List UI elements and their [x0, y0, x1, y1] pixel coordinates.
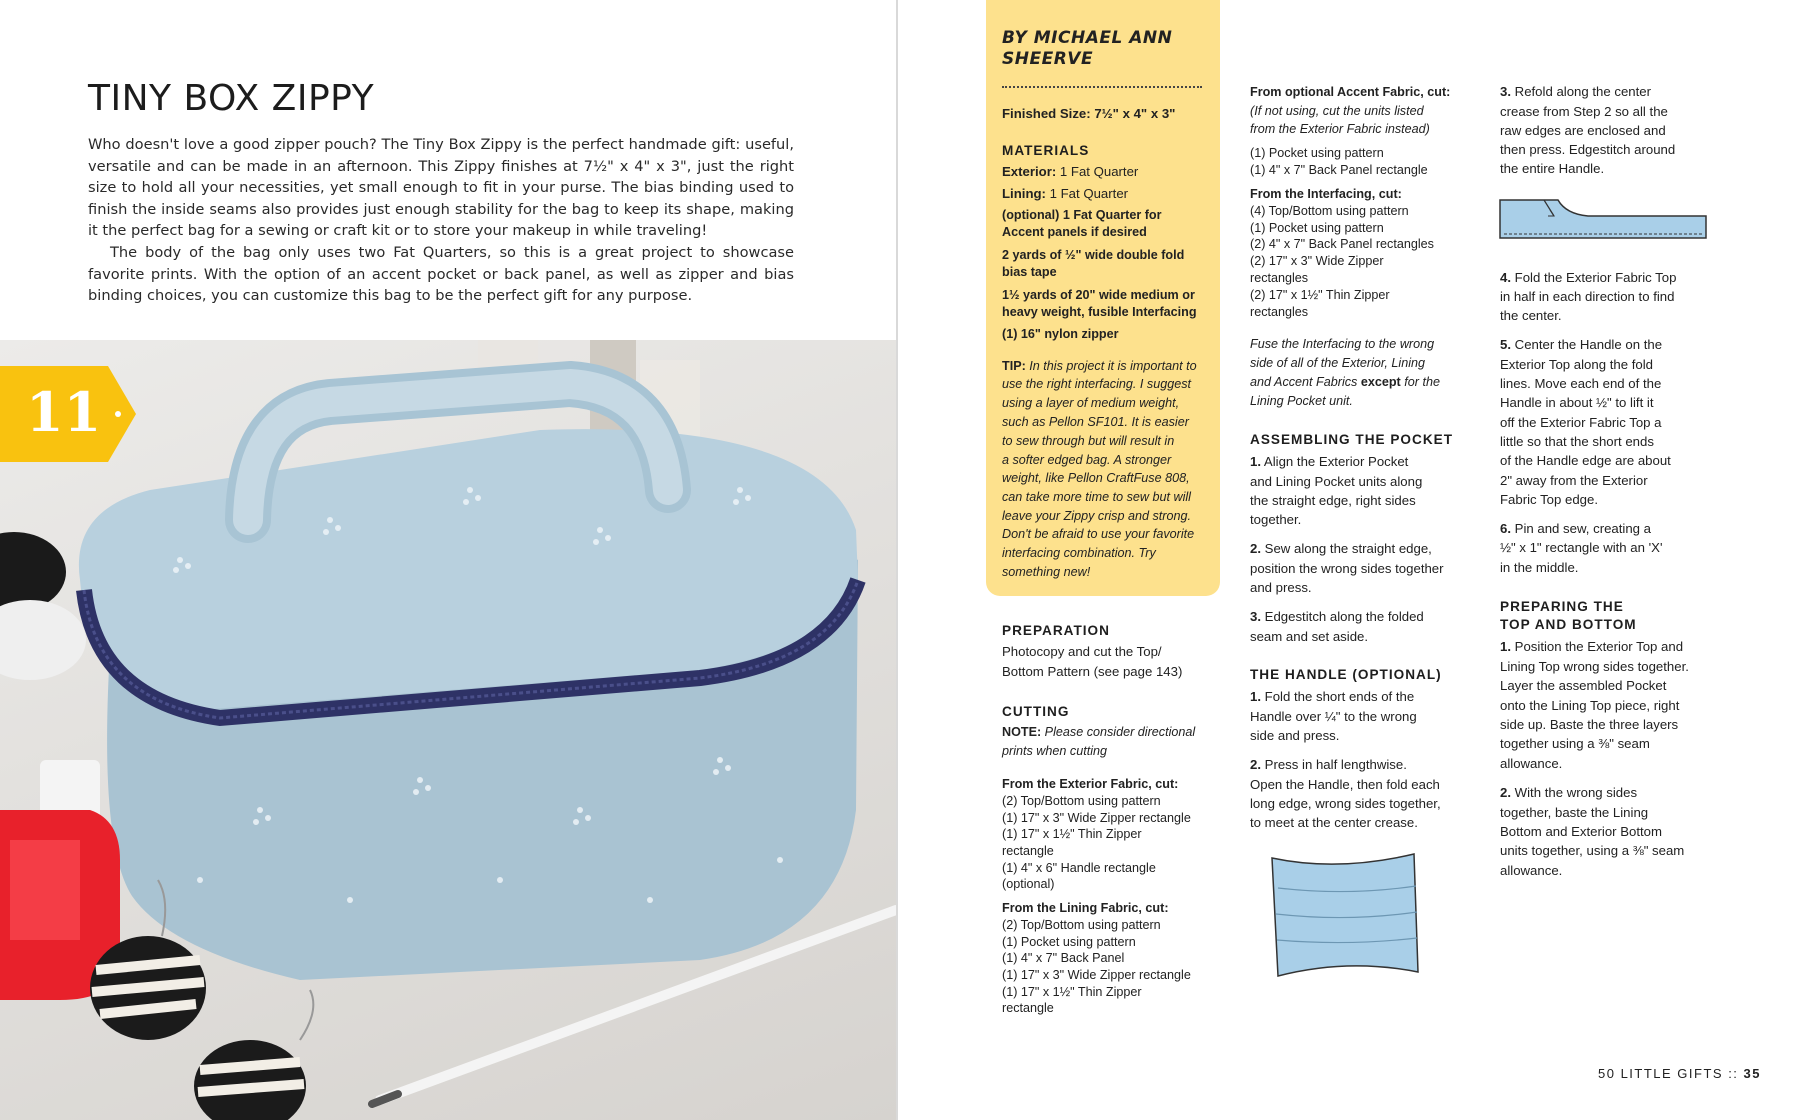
- accent-heading: From optional Accent Fabric, cut:: [1250, 85, 1451, 99]
- material-bias-2: bias tape: [1002, 265, 1057, 279]
- tip-line-10: Don't be afraid to use your favorite: [1002, 527, 1195, 541]
- lining-item-3: (1) 4" x 7" Back Panel: [1002, 951, 1125, 965]
- author-byline: BY MICHAEL ANN SHEERVE: [1002, 28, 1173, 69]
- intro-text: [88, 134, 794, 307]
- prep-step-2-line-1: 2. With the wrong sides: [1500, 785, 1638, 800]
- pocket-step-3-line-2: seam and set aside.: [1250, 629, 1369, 644]
- interfacing-item-1: (4) Top/Bottom using pattern: [1250, 204, 1409, 218]
- materials-heading: MATERIALS: [1002, 143, 1090, 158]
- fuse-line-1: Fuse the Interfacing to the wrong: [1250, 337, 1435, 351]
- cutting-heading: CUTTING: [1002, 704, 1070, 719]
- preparation-line-1: Photocopy and cut the Top/: [1002, 644, 1162, 659]
- c3-step-3-line-1: 3. Refold along the center: [1500, 84, 1652, 99]
- pocket-step-1-line-3: the straight edge, right sides: [1250, 493, 1416, 508]
- exterior-item-5: (1) 4" x 6" Handle rectangle: [1002, 861, 1156, 875]
- prep-step-2-line-5: allowance.: [1500, 863, 1563, 878]
- pocket-step-3-line-1: 3. Edgestitch along the folded: [1250, 609, 1424, 624]
- c3-step-4-line-2: in half in each direction to find: [1500, 289, 1675, 304]
- c3-step-3-line-3: raw edges are enclosed and: [1500, 123, 1666, 138]
- material-lining: Lining: 1 Fat Quarter: [1002, 186, 1129, 201]
- lining-item-1: (2) Top/Bottom using pattern: [1002, 918, 1161, 932]
- exterior-item-1: (2) Top/Bottom using pattern: [1002, 794, 1161, 808]
- handle-step-1-line-3: side and press.: [1250, 728, 1340, 743]
- prep-step-1-line-6: together using a ⅜" seam: [1500, 736, 1650, 751]
- pocket-step-1-line-4: together.: [1250, 512, 1302, 527]
- cutting-note-1: NOTE: Please consider directional: [1002, 725, 1196, 739]
- c3-step-5-line-6: little so that the short ends: [1500, 434, 1654, 449]
- interfacing-item-6: (2) 17" x 1½" Thin Zipper: [1250, 288, 1390, 302]
- accent-item-2: (1) 4" x 7" Back Panel rectangle: [1250, 163, 1428, 177]
- tip-line-4: such as Pellon SF101. It is easier: [1002, 415, 1189, 429]
- exterior-item-3: (1) 17" x 1½" Thin Zipper: [1002, 827, 1142, 841]
- page-footer: [1598, 1066, 1761, 1081]
- page-number: 35: [1743, 1066, 1762, 1081]
- pocket-step-2-line-1: 2. Sew along the straight edge,: [1250, 541, 1432, 556]
- exterior-item-2: (1) 17" x 3" Wide Zipper rectangle: [1002, 811, 1191, 825]
- dotted-divider: [1002, 86, 1202, 88]
- handle-step-1-line-2: Handle over ¼" to the wrong: [1250, 709, 1417, 724]
- c3-step-6-line-2: ½" x 1" rectangle with an 'X': [1500, 540, 1663, 555]
- c3-step-5-line-2: Exterior Top along the fold: [1500, 357, 1653, 372]
- jar-lid: [0, 532, 66, 612]
- pocket-step-2-line-3: and press.: [1250, 580, 1312, 595]
- tip-line-8: can take more time to sew but will: [1002, 490, 1191, 504]
- tip-line-12: something new!: [1002, 565, 1091, 579]
- material-interfacing-1: 1½ yards of 20" wide medium or: [1002, 288, 1195, 302]
- c3-step-4-line-3: the center.: [1500, 308, 1562, 323]
- handle-heading: THE HANDLE (OPTIONAL): [1250, 667, 1442, 682]
- fuse-line-2: side of all of the Exterior, Lining: [1250, 356, 1426, 370]
- finished-size: Finished Size: 7½" x 4" x 3": [1002, 106, 1176, 121]
- interfacing-item-3: (2) 4" x 7" Back Panel rectangles: [1250, 237, 1434, 251]
- prep-step-1-line-3: Layer the assembled Pocket: [1500, 678, 1667, 693]
- project-number: 11: [26, 380, 102, 444]
- material-bias-1: 2 yards of ½" wide double fold: [1002, 248, 1185, 262]
- lining-item-4: (1) 17" x 3" Wide Zipper rectangle: [1002, 968, 1191, 982]
- interfacing-item-2: (1) Pocket using pattern: [1250, 221, 1384, 235]
- tip-line-7: weight, like Pellon CraftFuse 808,: [1002, 471, 1190, 485]
- interfacing-item-5: rectangles: [1250, 271, 1309, 285]
- handle-step-1-line-1: 1. Fold the short ends of the: [1250, 689, 1415, 704]
- exterior-item-6: (optional): [1002, 877, 1055, 891]
- intro-paragraph-1: Who doesn't love a good zipper pouch? The Tiny Box Zippy is the perfect handmade gift: useful, versatile and can be made in an afternoon. This Zippy finishes at 7½" x 4" x 3", just the right size to hold all your necessities, yet small enough to fit in your purse. The bias binding used to finish the inside seams also provides just enough stability for the bag to keep its shape, making it the perfect bag for a sewing or craft kit or to store your makeup in while traveling!: [88, 136, 794, 240]
- c3-step-5-line-1: 5. Center the Handle on the: [1500, 337, 1663, 352]
- lining-item-2: (1) Pocket using pattern: [1002, 935, 1136, 949]
- handle-step-2-line-1: 2. Press in half lengthwise.: [1250, 757, 1407, 772]
- folded-handle-illustration: [1268, 848, 1428, 982]
- book-title: 50 LITTLE GIFTS ::: [1598, 1066, 1744, 1081]
- material-optional-1: (optional) 1 Fat Quarter for: [1002, 208, 1162, 222]
- lining-item-6: rectangle: [1002, 1001, 1054, 1015]
- c3-step-3-line-4: then press. Edgestitch around: [1500, 142, 1676, 157]
- pocket-step-2-line-2: position the wrong sides together: [1250, 561, 1444, 576]
- prep-step-2-line-4: units together, using a ⅜" seam: [1500, 843, 1685, 858]
- material-interfacing-2: heavy weight, fusible Interfacing: [1002, 305, 1197, 319]
- exterior-heading: From the Exterior Fabric, cut:: [1002, 777, 1179, 791]
- accent-item-1: (1) Pocket using pattern: [1250, 146, 1384, 160]
- c3-step-5-line-5: off the Exterior Fabric Top a: [1500, 415, 1662, 430]
- preparation-line-2: Bottom Pattern (see page 143): [1002, 664, 1183, 679]
- c3-step-5-line-7: of the Handle edge are about: [1500, 453, 1671, 468]
- intro-paragraph-2: The body of the bag only uses two Fat Quarters, so this is a great project to showcase favorite prints. With the option of an accent pocket or back panel, as well as zipper and bias binding choices, you can customize this bag to be the perfect gift for any purpose.: [88, 243, 794, 305]
- exterior-item-4: rectangle: [1002, 844, 1054, 858]
- tip-line-11: interfacing combination. Try: [1002, 546, 1156, 560]
- interfacing-item-7: rectangles: [1250, 305, 1309, 319]
- earring-2: [194, 990, 313, 1120]
- preparation-heading: PREPARATION: [1002, 623, 1110, 638]
- c3-step-5-line-8: 2" away from the Exterior: [1500, 473, 1648, 488]
- c3-step-3-line-2: crease from Step 2 so all the: [1500, 104, 1668, 119]
- pocket-heading: ASSEMBLING THE POCKET: [1250, 432, 1454, 447]
- left-page: [0, 0, 896, 1120]
- c3-step-6-line-1: 6. Pin and sew, creating a: [1500, 521, 1652, 536]
- fuse-line-3: and Accent Fabrics except for the: [1250, 375, 1440, 389]
- prep-step-1-line-5: side up. Baste the three layers: [1500, 717, 1679, 732]
- c3-step-5-line-3: lines. Move each end of the: [1500, 376, 1662, 391]
- tip-line-9: leave your Zippy crisp and strong.: [1002, 509, 1191, 523]
- pocket-step-1-line-2: and Lining Pocket units along: [1250, 474, 1423, 489]
- prep-top-bottom-heading-2: TOP AND BOTTOM: [1500, 617, 1637, 632]
- cutting-note-2: prints when cutting: [1002, 744, 1108, 758]
- prep-step-2-line-2: together, baste the Lining: [1500, 805, 1649, 820]
- prep-step-2-line-3: Bottom and Exterior Bottom: [1500, 824, 1662, 839]
- c3-step-5-line-4: Handle in about ½" to lift it: [1500, 395, 1654, 410]
- tip-line-3: using a layer of medium weight,: [1002, 396, 1180, 410]
- tip-line-5: to sew through but will result in: [1002, 434, 1175, 448]
- material-optional-2: Accent panels if desired: [1002, 225, 1147, 239]
- tip-line-6: a softer edged bag. A stronger: [1002, 453, 1172, 467]
- prep-step-1-line-4: onto the Lining Top piece, right: [1500, 698, 1680, 713]
- prep-step-1-line-2: Lining Top wrong sides together.: [1500, 659, 1689, 674]
- c3-step-5-line-9: Fabric Top edge.: [1500, 492, 1598, 507]
- tip-line-1: TIP: In this project it is important to: [1002, 359, 1197, 373]
- lining-item-5: (1) 17" x 1½" Thin Zipper: [1002, 985, 1142, 999]
- pocket-step-1-line-1: 1. Align the Exterior Pocket: [1250, 454, 1409, 469]
- interfacing-heading: From the Interfacing, cut:: [1250, 187, 1402, 201]
- c3-step-4-line-1: 4. Fold the Exterior Fabric Top: [1500, 270, 1677, 285]
- lining-heading: From the Lining Fabric, cut:: [1002, 901, 1169, 915]
- prep-step-1-line-7: allowance.: [1500, 756, 1563, 771]
- handle-step-2-line-3: long edge, wrong sides together,: [1250, 796, 1441, 811]
- handle-step-2-line-4: to meet at the center crease.: [1250, 815, 1418, 830]
- right-page: [898, 0, 1800, 1120]
- handle-step-2-line-2: Open the Handle, then fold each: [1250, 777, 1440, 792]
- project-number-badge: [0, 366, 136, 462]
- tip-line-2: use the right interfacing. I suggest: [1002, 377, 1192, 391]
- c3-step-3-line-5: the entire Handle.: [1500, 161, 1605, 176]
- accent-note-2: from the Exterior Fabric instead): [1250, 122, 1430, 136]
- accent-note-1: (If not using, cut the units listed: [1250, 104, 1424, 118]
- fuse-line-4: Lining Pocket unit.: [1250, 394, 1353, 408]
- interfacing-item-4: (2) 17" x 3" Wide Zipper: [1250, 254, 1384, 268]
- handle-edgestitch-illustration: [1498, 196, 1708, 242]
- c3-step-6-line-3: in the middle.: [1500, 560, 1579, 575]
- article-title: TINY BOX ZIPPY: [88, 78, 375, 119]
- material-exterior: Exterior: 1 Fat Quarter: [1002, 164, 1139, 179]
- prep-step-1-line-1: 1. Position the Exterior Top and: [1500, 639, 1684, 654]
- material-zipper: (1) 16" nylon zipper: [1002, 327, 1119, 341]
- prep-top-bottom-heading-1: PREPARING THE: [1500, 599, 1624, 614]
